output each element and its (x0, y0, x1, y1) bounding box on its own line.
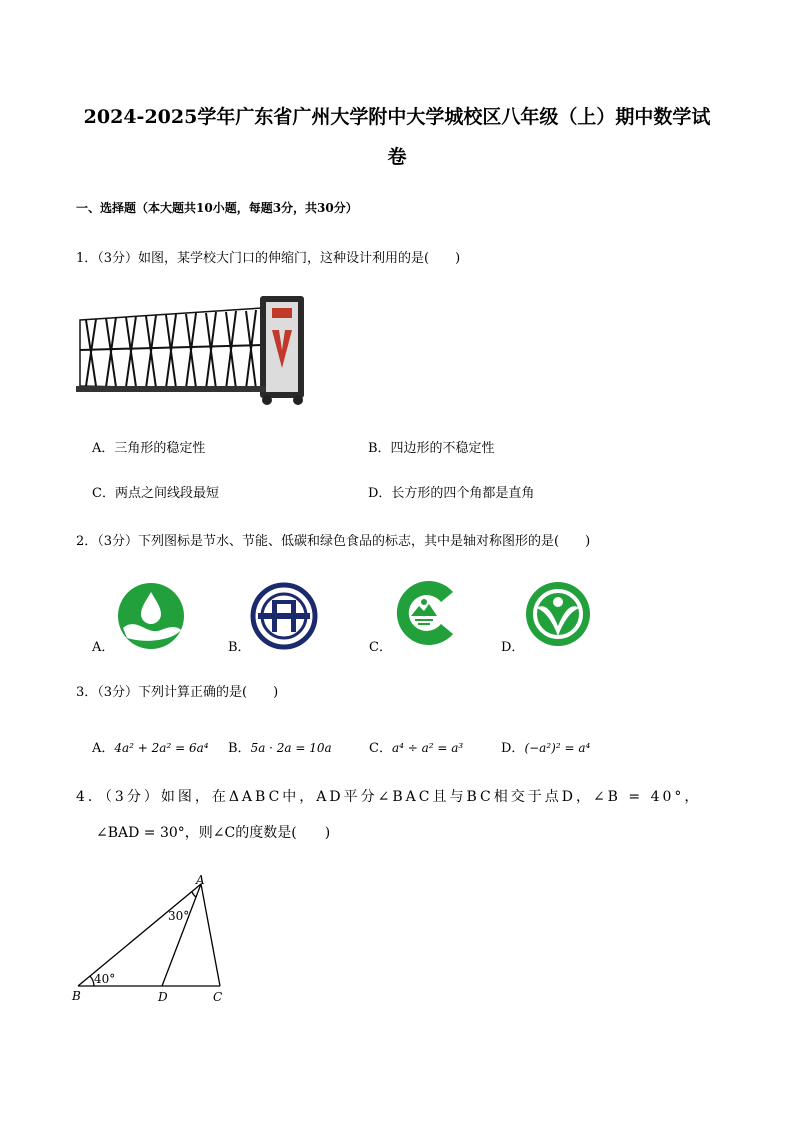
vertex-c-label: C (213, 990, 223, 1004)
q1-option-d: D．长方形的四个角都是直角 (368, 486, 535, 501)
page-title-line1: 2024-2025学年广东省广州大学附中大学城校区八年级（上）期中数学试 (83, 106, 711, 128)
q1-option-c: C．两点之间线段最短 (92, 486, 219, 501)
q4-triangle-figure (68, 870, 238, 1010)
angle-bad-label: 30° (168, 909, 190, 923)
vertex-b-label: B (72, 989, 81, 1003)
page-title-line2: 卷 (387, 146, 407, 168)
angle-b-label: 40° (94, 972, 116, 986)
water-saving-logo-icon (117, 582, 185, 650)
q2-letter-c: C． (369, 640, 392, 655)
q1-option-b: B．四边形的不稳定性 (368, 441, 495, 456)
section-heading: 一、选择题（本大题共10小题，每题3分，共30分） (76, 201, 358, 215)
q3-letter-b: B． (228, 741, 251, 756)
q3-letter-c: C． (369, 741, 392, 756)
q4-stem-line1: 4．（3分）如图，在ΔABC中，AD平分∠BAC且与BC相交于点D，∠B = 40°， (76, 789, 702, 805)
angle-bad-arc (192, 892, 196, 897)
q3-expr-a: 4a² + 2a² = 6a⁴ (114, 741, 209, 755)
segment-ab (78, 884, 201, 986)
low-carbon-logo-icon (391, 578, 461, 648)
segment-ad (162, 884, 201, 986)
q3-option-d (501, 737, 590, 756)
segment-ac (201, 884, 220, 986)
q3-letter-a: A． (92, 741, 115, 756)
q2-letter-a: A． (92, 640, 115, 655)
energy-saving-logo-icon (250, 582, 318, 650)
q1-option-a: A．三角形的稳定性 (92, 441, 206, 456)
q3-expr-d: (−a²)² = a⁴ (524, 741, 591, 755)
q2-stem: 2．（3分）下列图标是节水、节能、低碳和绿色食品的标志，其中是轴对称图形的是( ) (76, 534, 591, 549)
vertex-a-label: A (196, 873, 205, 887)
q2-letter-d: D． (501, 640, 525, 655)
q3-option-b (228, 737, 332, 756)
q3-letter-d: D． (501, 741, 525, 756)
q4-stem-line2: ∠BAD = 30°，则∠C的度数是( ) (96, 825, 331, 841)
gate-sign-icon (272, 308, 292, 318)
q1-stem: 1．（3分）如图，某学校大门口的伸缩门，这种设计利用的是( ) (76, 251, 461, 266)
point-d-label: D (158, 990, 168, 1004)
q3-stem: 3．（3分）下列计算正确的是( ) (76, 685, 279, 700)
q3-expr-c: a⁴ ÷ a² = a³ (391, 741, 464, 755)
green-food-logo-icon (524, 580, 592, 648)
q2-letter-b: B． (228, 640, 251, 655)
q3-option-c (369, 737, 463, 756)
q3-option-a (92, 737, 209, 756)
q1-gate-figure (72, 290, 312, 412)
q3-expr-b: 5a · 2a = 10a (250, 741, 332, 755)
